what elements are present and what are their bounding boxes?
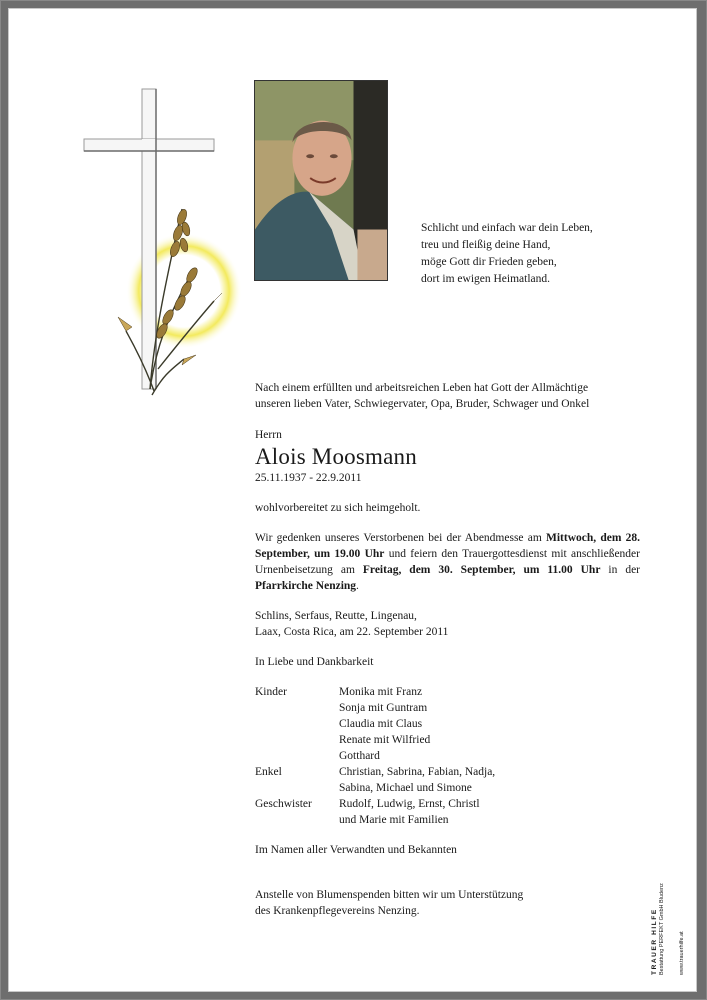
intro-line: Nach einem erfüllten und arbeitsreichen Leben hat Gott der Allmächtige [255, 382, 589, 394]
obituary-text [255, 380, 640, 919]
poem-line: Schlicht und einfach war dein Leben, [421, 222, 593, 234]
undertaker-logo [651, 877, 691, 977]
passed-text: wohlvorbereitet zu sich heimgeholt. [255, 502, 421, 514]
undertaker-url: www.trauerhilfe.at [679, 931, 685, 975]
intro-line: unseren lieben Vater, Schwiegervater, Opa, Bruder, Schwager und Onkel [255, 398, 590, 410]
place-line: Laax, Costa Rica, am 22. September 2011 [255, 626, 449, 638]
family-member: Sabina, Michael und Simone [339, 782, 472, 794]
donation-note [255, 887, 640, 919]
poem [421, 220, 661, 288]
portrait-photo [254, 80, 388, 281]
family-member: Monika mit Franz [339, 686, 423, 698]
family-member: Renate mit Wilfried [339, 734, 431, 746]
cross-wheat-illustration [54, 69, 244, 409]
family-label: Enkel [255, 766, 282, 778]
family-list [255, 684, 640, 828]
poem-line: treu und fleißig deine Hand, [421, 239, 551, 251]
obituary-sheet [8, 8, 697, 992]
donation-line: des Krankenpflegevereins Nenzing. [255, 905, 420, 917]
family-member: und Marie mit Familien [339, 814, 449, 826]
family-member: Rudolf, Ludwig, Ernst, Christl [339, 798, 480, 810]
poem-line: möge Gott dir Frieden geben, [421, 256, 557, 268]
salutation: Herrn [255, 429, 282, 441]
undertaker-name: TRAUER HILFE [651, 908, 658, 975]
place-date [255, 608, 640, 640]
undertaker-sub: Bestattung PERFEKT GmbH Bludenz [659, 883, 665, 975]
family-member: Sonja mit Guntram [339, 702, 428, 714]
family-member: Christian, Sabrina, Fabian, Nadja, [339, 766, 496, 778]
family-member: Claudia mit Claus [339, 718, 423, 730]
family-label: Geschwister [255, 798, 312, 810]
donation-line: Anstelle von Blumenspenden bitten wir um Unterstützung [255, 889, 524, 901]
service-info: Wir gedenken unseres Verstorbenen bei der Abendmesse am Mittwoch, dem 28. September, um 19.00 Uhr und feiern den Trauergottesdienst mit anschließender Urnenbeisetzung am Freitag, dem 30. September, um 11.00 Uhr in der Pfarrkirche Nenzing. [255, 532, 640, 592]
relatives-text: Im Namen aller Verwandten und Bekannten [255, 844, 457, 856]
life-dates: 25.11.1937 - 22.9.2011 [255, 472, 362, 484]
family-member: Gotthard [339, 750, 380, 762]
family-group-kinder [255, 684, 640, 764]
closing-text: In Liebe und Dankbarkeit [255, 656, 374, 668]
family-label: Kinder [255, 686, 287, 698]
family-group-enkel [255, 764, 640, 796]
deceased-name: Alois Moosmann [255, 444, 417, 469]
place-line: Schlins, Serfaus, Reutte, Lingenau, [255, 610, 417, 622]
poem-line: dort im ewigen Heimatland. [421, 273, 551, 285]
family-group-geschwister [255, 796, 640, 828]
